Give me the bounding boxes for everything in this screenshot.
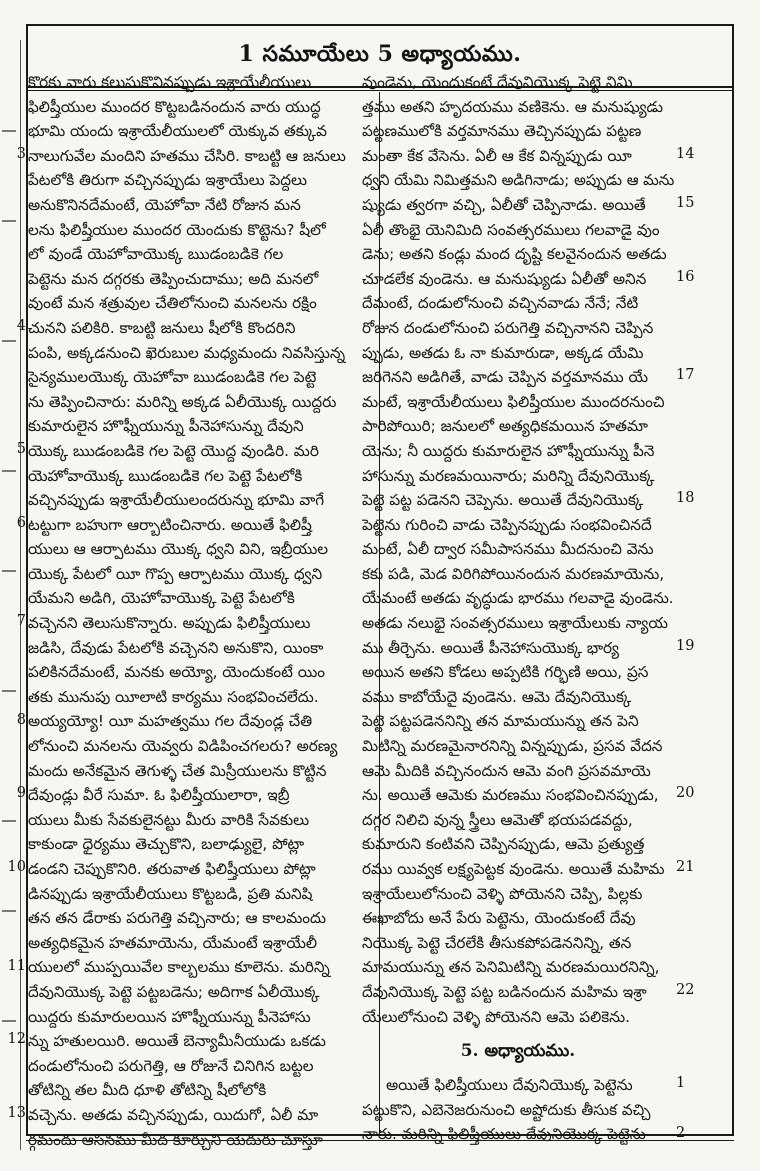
text-line: మంటే, ఏలీ ద్వార సమీపాసనము మీదనుంచి వెను (362, 540, 654, 559)
text-line: పెట్టెను గురించి వాడు చెప్పినప్పుడు సంభవించినదే (362, 515, 652, 534)
text-line: వము కాబోయేదై వుండెను. ఆమె దేవునియొక్క (362, 687, 632, 706)
text-line: యులలో ముప్పయివేల కాల్బలము కూలెను. మరిన్ని (28, 958, 330, 977)
verse-number: 18 (676, 490, 695, 507)
text-line: యేమంటే అతడు వృద్ధుడు భారము గలవాడై వుండెను. (362, 589, 674, 608)
text-line: యులు మీకు సేవకులైనట్టు మీరు వారికి సేవకులు (28, 810, 310, 829)
text-line: డెను; అతని కండ్లు మంద దృష్టి కలవైనందున అతడు (362, 245, 667, 264)
verse-number: 17 (676, 367, 695, 384)
text-line: అయ్యయ్యో! యీ మహత్వము గల దేవుండ్ల చేతి (28, 712, 313, 731)
text-line: అయితే ఫిలిష్తీయులు దేవునియొక్క పెట్టెను (386, 1076, 633, 1095)
text-line: ఫిలిష్తీయుల ముందర కొట్టబడినందున వారు యుద్ధ (28, 97, 321, 116)
text-line: ర్గమందు ఆసనము మీద కూర్చుని యెదురు చూస్తూ (28, 1130, 323, 1149)
text-line: రోజున దండులోనుంచి పరుగెత్తి వచ్చినానని చెప్పిన (362, 318, 654, 337)
text-line: చునని పలికిరి. కాబట్టి జనులు షీలోకి కొందరిని (28, 318, 296, 337)
text-line: మంటే, ఇశ్రాయేలీయులు ఫిలిష్తీయుల ముందరనుంచి (362, 392, 665, 411)
edge-mark (2, 1010, 16, 1022)
text-line: యులు ఆ ఆర్పాటము యొక్క ధ్వని విని, ఇబ్రీయుల (28, 540, 329, 559)
previous-page-edge (0, 0, 22, 1171)
text-line: వచ్చెను. అతడు వచ్చినప్పుడు, యిదుగో, ఏలీ మా (28, 1105, 319, 1124)
text-line: మామయున్ను తన పెనిమిటిన్ని మరణమయిరనిన్ని, (362, 958, 660, 977)
verse-number: 1 (676, 1075, 686, 1092)
verse-number: 4 (16, 318, 26, 334)
text-line: తకు మునుపు యీలాటి కార్యము సంభవించలేదు. (28, 687, 319, 706)
text-line: డండని చెప్పుకొనిరి. తరువాత ఫిలిష్తీయులు పోట్లా (28, 860, 316, 878)
text-line: అత్యధికమైన హతమాయెను, యేమంటే ఇశ్రాయేలీ (28, 933, 317, 952)
text-line: నారు. మరిన్ని ఫిలిష్తీయులు దేవునియొక్క పెట్టెను (362, 1125, 646, 1144)
text-line: లను ఫిలిష్తీయుల ముందర యెందుకు కొట్టెను? షీలో (28, 220, 326, 239)
edge-mark (2, 460, 16, 472)
text-line: భూమి యందు ఇశ్రాయేలీయులలో యెక్కువ తక్కువ (28, 122, 327, 141)
text-line: పట్టణములోకి వర్తమానము తెచ్చినప్పుడు పట్టణ (362, 122, 642, 141)
text-line: కుమారులైన హొఫ్నీయున్ను పీనెహాసున్ను దేవుని (28, 417, 304, 436)
text-line: కుమారుని కంటివని చెప్పినప్పుడు, ఆమె ప్రత్యుత్త (362, 835, 645, 854)
text-line: తోటిన్ని తల మీది ధూళి తోటిన్ని షీలోలోకి (28, 1081, 267, 1100)
text-line: యేమని అడిగి, యెహోవాయొక్క పెట్టె పేటలోకి (28, 589, 295, 608)
text-line: పెట్టె పట్టపడెననిన్ని తన మామయున్ను తన పెని (362, 712, 639, 731)
text-line: ఈఖాబోదు అనే పేరు పెట్టెను, యెందుకంటే దేవు (362, 909, 636, 928)
text-line: మందు అనేకమైన తెగుళ్ళ చేత మిస్రీయులను కొట్టిన (28, 761, 327, 780)
text-line: జరిగెనని అడిగితే, వాడు చెప్పిన వర్తమానము యే (362, 368, 649, 387)
verse-number: 2 (676, 1124, 686, 1141)
verse-number: 21 (676, 859, 695, 876)
text-line: వచ్చినప్పుడు ఇశ్రాయేలీయులందరున్ను భూమి వాగే (28, 491, 325, 510)
text-line: చూడలేక వుండెను. ఆ మనుష్యుడు ఏలీతో అనిన (362, 269, 647, 288)
verse-number: 13 (7, 1105, 26, 1122)
text-line: పెట్టెను మన దగ్గరకు తెప్పించుదాము; అది మనలో (28, 269, 319, 288)
text-line: మిటిన్ని మరణమైనారనిన్ని విన్నప్పుడు, ప్రసవ వేదన (362, 737, 663, 756)
text-line: ను. అయితే ఆమెకు మరణము సంభవించినప్పుడు, (362, 786, 659, 805)
text-line: పంపి, అక్కడనుంచి ఖెరుబుల మధ్యమందు నివసిస్తున్న (28, 343, 346, 362)
text-line: తన తన డేరాకు పరుగెత్తి వచ్చినారు; ఆ కాలమందు (28, 909, 326, 928)
verse-number: 12 (7, 1031, 26, 1048)
text-line: లోనుంచి మనలను యెవ్వరు విడిపించగలరు? అరణ్య (28, 737, 338, 756)
text-line: త్తము అతని హృదయము వణికెను. ఆ మనుష్యుడు (362, 97, 664, 116)
text-line: యెహోవాయొక్క ఋడంబడికె గల పెట్టె పేటలోకి (28, 466, 303, 485)
verse-number: 3 (16, 145, 26, 162)
text-line: యెను; నీ యిద్దరు కుమారులైన హొఫ్నీయున్ను పీనె (362, 441, 655, 460)
edge-mark (2, 900, 16, 912)
text-line: ష్యుడు త్వరగా వచ్చి, ఏలీతో చెప్పినాడు. అయితే (362, 195, 646, 214)
text-line: పట్టుకొని, ఎబెనెజరునుంచి అష్టోదుకు తీసుక వచ్చి (362, 1100, 651, 1119)
text-line: కొరకు వారు కలుసుకొనినప్పుడు ఇశ్రాయేలీయులు (28, 73, 312, 91)
text-line: దేవునియొక్క పెట్టె పట్టబడెను; అదిగాక ఏలీయొక్క (28, 982, 320, 1001)
left-text-column (28, 70, 346, 1152)
page-title: 1 సమూయేలు 5 అధ్యాయము. (238, 40, 522, 67)
text-line: నాలుగువేల మందిని హతము చేసిరి. కాబట్టి ఆ జనులు (28, 146, 346, 165)
text-line: ఆమె మీదికి వచ్చినందున ఆమె వంగి ప్రసవమాయె (362, 761, 651, 780)
verse-number: 6 (16, 514, 26, 531)
text-line: దేవునియొక్క పెట్టె పట్ట బడినందున మహిమ ఇశ్రా (362, 982, 647, 1001)
text-line: జడిసి, దేవుడు పేటలోకి వచ్చెనని అనుకొని, యింకా (28, 638, 324, 657)
edge-mark (2, 680, 16, 692)
text-line: లో వుండే యెహోవాయొక్క ఋడంబడికె గల (28, 245, 284, 264)
page-edge-line (20, 40, 21, 1150)
bottom-rule (26, 1140, 734, 1141)
verse-number: 10 (7, 859, 26, 876)
text-line: దగ్గర నిలిచి వున్న స్త్రీలు ఆమెతో భయపడవద్దు, (362, 810, 633, 829)
text-line: యేలులోనుంచి వెళ్ళి పోయెనని ఆమె పలికెను. (362, 1007, 630, 1026)
text-line: మంతా కేక వేసెను. ఏలీ ఆ కేక విన్నప్పుడు యీ (362, 146, 632, 165)
text-line: ఏలీ తొంభై యెనిమిది సంవత్సరములు గలవాడై వుం (362, 220, 660, 239)
text-line: యొక్క పేటలో యీ గొప్ప ఆర్పాటము యొక్క ధ్వని (28, 564, 323, 583)
text-line: దేమంటే, దండులోనుంచి వచ్చినవాడు నేనే; నేటి (362, 294, 639, 313)
text-line: యొక్క ఋడంబడికె గల పెట్టె యొద్ద వుండిరి. మరి (28, 441, 319, 460)
text-line: అనుకొనినదేమంటే, యెహోవా నేటి రోజున మన (28, 195, 301, 214)
text-line: దేవుండ్లు వీరే సుమా. ఓ ఫిలిష్తీయులారా, ఇబ్రీ (28, 786, 290, 805)
text-line: టట్టుగా బహుగా ఆర్బాటించినారు. అయితే ఫిలిష్తీ (28, 515, 312, 534)
text-line: సైన్యములయొక్క యెహోవా ఋడంబడికె గల పెట్టె (28, 368, 317, 387)
edge-mark (2, 810, 16, 822)
text-line: ప్పుడు, అతడు ఓ నా కుమారుడా, అక్కడ యేమి (362, 343, 644, 362)
verse-number: 16 (676, 268, 695, 285)
text-line: అయిన అతని కోడలు అప్పటికి గర్భిణి అయి, ప్రస (362, 663, 649, 682)
right-text-column (362, 70, 674, 1147)
verse-number: 19 (676, 637, 695, 654)
text-line: వచ్చెనని తెలుసుకొన్నారు. అప్పుడు ఫిలిష్తీయులు (28, 614, 311, 633)
text-line: పేటలోకి తిరుగా వచ్చినప్పుడు ఇశ్రాయేలు పెద్దలు (28, 171, 308, 190)
text-line: రము యివ్వక లక్ష్యపెట్టక వుండెను. అయితే మహిమ (362, 860, 665, 878)
edge-mark (2, 560, 16, 572)
text-line: ను తెప్పించినారు: మరిన్ని అక్కడ ఏలీయొక్క యిద్దరు (28, 392, 337, 411)
edge-mark (2, 120, 16, 132)
verse-number: 8 (16, 711, 26, 728)
edge-mark (2, 210, 16, 222)
verse-number: 15 (676, 195, 695, 211)
text-line: వుండెను, యెందుకంటే దేవునియొక్క పెట్టె నిమి (362, 73, 633, 91)
text-line: ఇశ్రాయేలులోనుంచి వెళ్ళి పోయెనని చెప్పి, పిల్లకు (362, 884, 643, 903)
text-line: డినప్పుడు ఇశ్రాయేలీయులు కొట్టబడి, ప్రతి మనిషి (28, 884, 313, 903)
text-line: న్ను హతులయిరి. అయితే బెన్యామీనీయుడు ఒకడు (28, 1032, 326, 1051)
verse-number: 20 (676, 785, 695, 802)
text-line: కకు పడి, మెడ విరిగిపోయినందున మరణమాయెను, (362, 564, 665, 583)
verse-number: 9 (16, 785, 26, 802)
verse-number: 7 (16, 613, 26, 630)
text-line: ము తీర్చెను. అయితే పీనెహాసుయొక్క భార్య (362, 638, 619, 657)
text-line: యిద్దరు కుమారులయిన హొఫ్నీయున్ను పీనెహాసు (28, 1007, 311, 1026)
verse-number: 14 (676, 145, 695, 162)
chapter-heading: 5. అధ్యాయము. (460, 1040, 576, 1061)
text-line: ధ్వని యేమి నిమిత్తమని అడిగినాడు; అప్పుడు ఆ మను (362, 171, 674, 190)
text-line: హాసున్ను మరణమయినారు; మరిన్ని దేవునియొక్క (362, 466, 655, 485)
text-line: పారిపోయిరి; జనులలో అత్యధికమయిన హతమా (362, 417, 648, 436)
text-line: వుంటే మన శత్రువుల చేతిలోనుంచి మనలను రక్షిం (28, 294, 317, 313)
text-line: కాకుండా ధైర్యము తెచ్చుకొని, బలాఢ్యులై, పోట్లా (28, 835, 305, 854)
text-line: దండులోనుంచి పరుగెత్తి, ఆ రోజునే చినిగిన బట్టల (28, 1056, 314, 1075)
verse-number: 5 (16, 441, 26, 457)
text-line: అతడు నలుభై సంవత్సరములు ఇశ్రాయేలుకు న్యాయ (362, 614, 668, 633)
verse-number: 22 (676, 982, 695, 999)
text-line: పెట్టె పట్ట పడెనని చెప్పెను. అయితే దేవునియొక్క (362, 491, 644, 510)
text-line: నియొక్క పెట్టె చేరలేకి తీసుకపోపడెననిన్ని, తన (362, 933, 632, 952)
text-line: పలికినదేమంటే, మనకు అయ్యో, యెందుకంటే యిం (28, 663, 325, 682)
verse-number: 11 (7, 957, 26, 974)
